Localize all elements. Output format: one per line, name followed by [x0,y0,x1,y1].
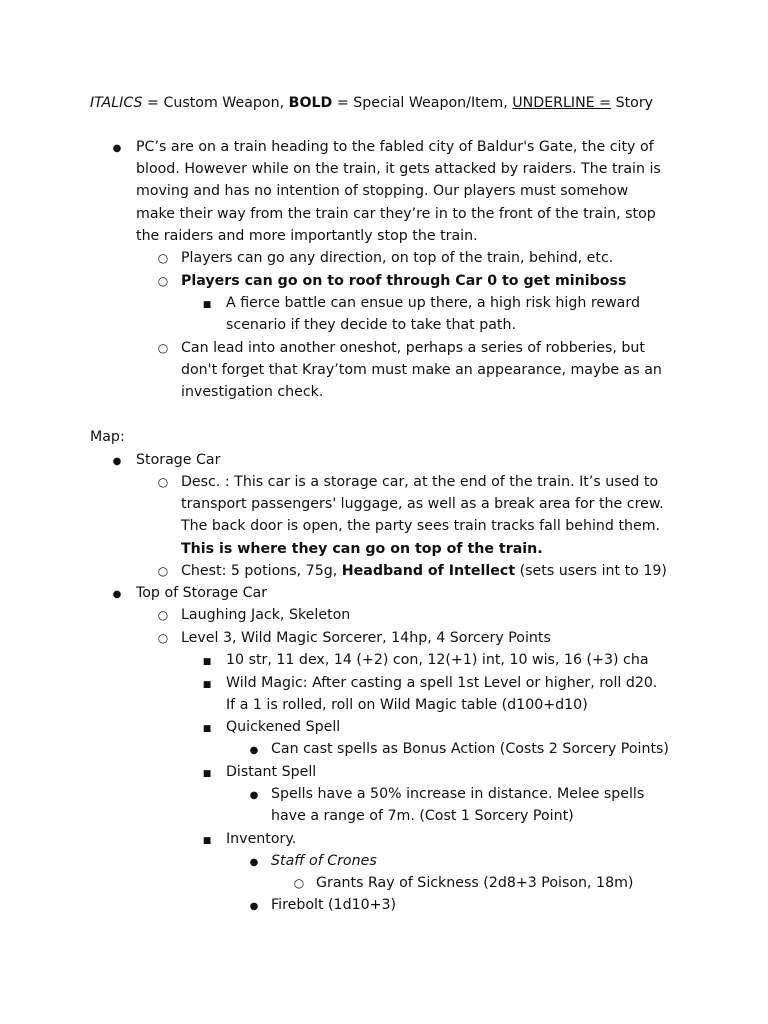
firebolt-item: Firebolt (1d10+3) [271,897,397,913]
distant-spell: Distant Spell [226,764,317,780]
circle-bullet-icon [156,270,170,292]
bullet-icon [247,738,261,760]
top-storage-title: Top of Storage Car [136,585,268,601]
storage-desc-line: Desc. : This car is a storage car, at the end of the train. It’s used to [181,474,659,490]
legend-italics-eq: = Custom Weapon, [142,95,289,111]
chest-suffix: (sets users int to 19) [515,563,667,579]
ability-scores: 10 str, 11 dex, 14 (+2) con, 12(+1) int, 10 wis, 16 (+3) cha [226,652,649,668]
legend-italics-word: ITALICS [90,95,143,111]
bullet-icon [110,582,124,604]
quickened-spell: Quickened Spell [226,719,341,735]
staff-item: Staff of Crones [271,853,377,869]
circle-bullet-icon [156,337,170,359]
intro-line: moving and has no intention of stopping. Our players must somehow [136,183,629,199]
bullet-icon [110,449,124,471]
circle-bullet-icon [156,471,170,493]
storage-desc-line: transport passengers' luggage, as well as a break area for the crew. [181,496,664,512]
distant-detail-line: have a range of 7m. (Cost 1 Sorcery Point) [271,808,574,824]
circle-bullet-icon [156,247,170,269]
circle-bullet-icon [156,560,170,582]
circle-bullet-icon [292,872,306,894]
intro-sub-item: Players can go any direction, on top of the train, behind, etc. [181,250,614,266]
map-heading: Map: [90,429,125,445]
bullet-icon [247,894,261,916]
bullet-icon [247,850,261,872]
intro-line: PC’s are on a train heading to the fabled city of Baldur's Gate, the city of [136,139,654,155]
staff-detail: Grants Ray of Sickness (2d8+3 Poison, 18m) [316,875,634,891]
enemy-stats: Level 3, Wild Magic Sorcerer, 14hp, 4 Sorcery Points [181,630,551,646]
chest-item: Headband of Intellect [341,563,516,579]
storage-desc-line: The back door is open, the party sees train tracks fall behind them. [181,518,661,534]
intro-sub-line: investigation check. [181,384,324,400]
legend-bold-eq: = Special Weapon/Item, [332,95,513,111]
square-bullet-icon [200,672,214,694]
circle-bullet-icon [156,604,170,626]
square-bullet-icon [200,761,214,783]
legend-bold-word: BOLD [288,95,333,111]
intro-sub-item-bold: Players can go on to roof through Car 0 to get miniboss [181,273,627,289]
square-bullet-icon [200,716,214,738]
intro-sub-line: don't forget that Kray’tom must make an appearance, maybe as an [181,362,662,378]
legend-underline-eq: Story [611,95,654,111]
distant-detail-line: Spells have a 50% increase in distance. Melee spells [271,786,645,802]
intro-line: the raiders and more importantly stop the train. [136,228,478,244]
storage-car-title: Storage Car [136,452,221,468]
intro-line: make their way from the train car they’re in to the front of the train, stop [136,206,656,222]
legend-underline-word: UNDERLINE = [512,95,612,111]
quickened-detail: Can cast spells as Bonus Action (Costs 2 Sorcery Points) [271,741,669,757]
wild-magic-line: If a 1 is rolled, roll on Wild Magic table (d100+d10) [226,697,588,713]
intro-line: blood. However while on the train, it gets attacked by raiders. The train is [136,161,661,177]
wild-magic-line: Wild Magic: After casting a spell 1st Level or higher, roll d20. [226,675,658,691]
storage-chest-line [181,560,667,582]
inventory-label: Inventory. [226,831,297,847]
square-bullet-icon [200,649,214,671]
chest-prefix: Chest: 5 potions, 75g, [181,563,342,579]
square-bullet-icon [200,828,214,850]
storage-desc-bold: This is where they can go on top of the train. [181,541,543,557]
circle-bullet-icon [156,627,170,649]
bullet-icon [110,136,124,158]
bullet-icon [247,783,261,805]
legend-line [90,92,653,114]
enemy-name: Laughing Jack, Skeleton [181,607,351,623]
intro-sub-line: Can lead into another oneshot, perhaps a series of robberies, but [181,340,645,356]
intro-detail-line: A fierce battle can ensue up there, a high risk high reward [226,295,640,311]
intro-detail-line: scenario if they decide to take that path. [226,317,516,333]
square-bullet-icon [200,292,214,314]
